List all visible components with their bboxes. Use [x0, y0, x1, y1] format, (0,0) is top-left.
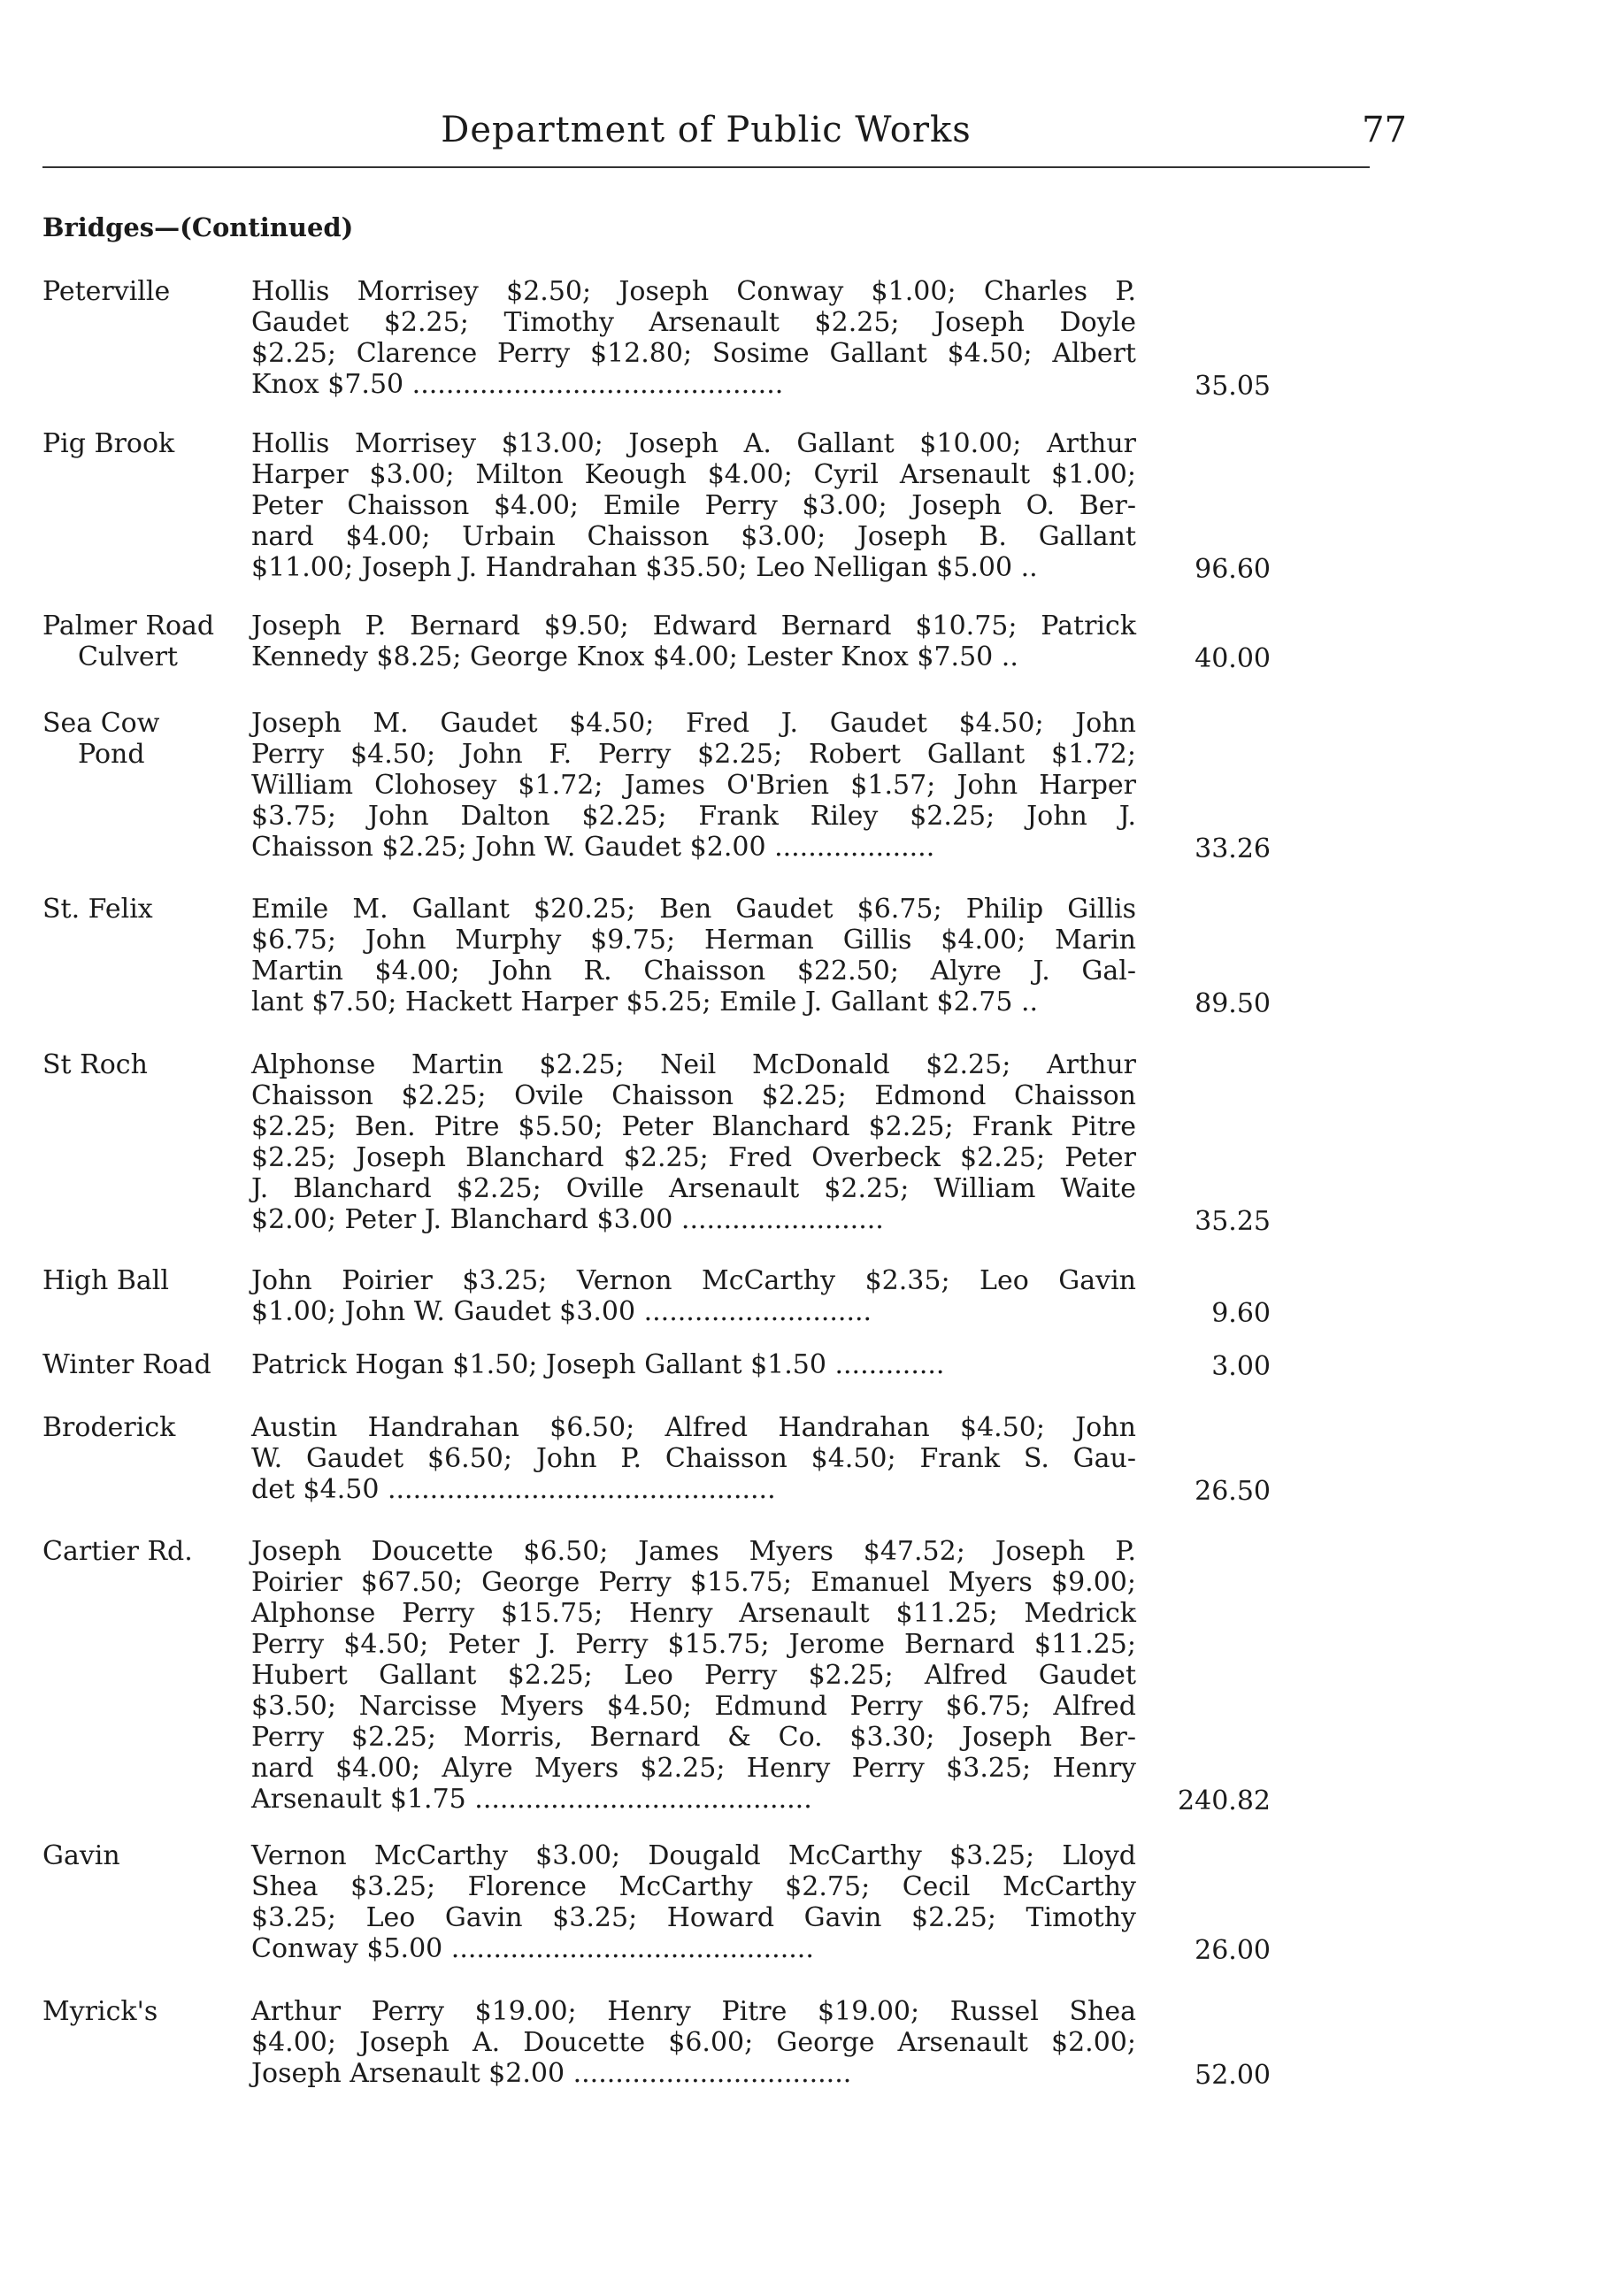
entry-payees: [251, 1265, 1136, 1327]
entry-payee-line: Austin Handrahan $6.50; Alfred Handrahan $4.50; John: [251, 1412, 1136, 1443]
entry-payee-line: det $4.50 ..............................................: [251, 1474, 776, 1505]
entry-amount: 33.26: [1195, 833, 1271, 864]
entry-payees: [251, 1996, 1136, 2089]
entry-payee-line: Alphonse Martin $2.25; Neil McDonald $2.25; Arthur: [251, 1049, 1136, 1080]
entry-payee-line: Gaudet $2.25; Timothy Arsenault $2.25; Joseph Doyle: [251, 307, 1136, 338]
entry-payee-line: Joseph Arsenault $2.00 .................................: [251, 2058, 852, 2089]
entry-payee-line: $6.75; John Murphy $9.75; Herman Gillis $4.00; Marin: [251, 925, 1136, 956]
entry-payees: [251, 1840, 1136, 1964]
entry-payee-line: lant $7.50; Hackett Harper $5.25; Emile J. Gallant $2.75 ..: [251, 987, 1039, 1017]
entry-payee-line: $2.25; Ben. Pitre $5.50; Peter Blanchard $2.25; Frank Pitre: [251, 1111, 1136, 1142]
entry-amount: 96.60: [1195, 554, 1271, 585]
entry-payee-line: Perry $2.25; Morris, Bernard & Co. $3.30; Joseph Ber-: [251, 1722, 1136, 1753]
entry-payee-line: $2.25; Joseph Blanchard $2.25; Fred Overbeck $2.25; Peter: [251, 1142, 1136, 1173]
entry-payee-line: $2.00; Peter J. Blanchard $3.00 ........................: [251, 1204, 884, 1235]
entry-payee-line: $2.25; Clarence Perry $12.80; Sosime Gallant $4.50; Albert: [251, 338, 1136, 369]
entry-location-line: Palmer Road: [42, 610, 215, 641]
entry-payee-line: Perry $4.50; John F. Perry $2.25; Robert Gallant $1.72;: [251, 739, 1136, 770]
entry-payee-line: Vernon McCarthy $3.00; Dougald McCarthy $3.25; Lloyd: [251, 1840, 1136, 1871]
entry-location: [42, 894, 246, 925]
entry-payees: [251, 708, 1136, 863]
entry-payee-line: Joseph Doucette $6.50; James Myers $47.52; Joseph P.: [251, 1536, 1136, 1567]
entry-payee-line: Hubert Gallant $2.25; Leo Perry $2.25; Alfred Gaudet: [251, 1660, 1136, 1691]
entry-payee-line: Poirier $67.50; George Perry $15.75; Emanuel Myers $9.00;: [251, 1567, 1136, 1598]
entry-location: [42, 1536, 246, 1567]
entry-payee-line: Chaisson $2.25; Ovile Chaisson $2.25; Edmond Chaisson: [251, 1080, 1136, 1111]
entry-amount: 40.00: [1195, 643, 1271, 674]
entry-payee-line: John Poirier $3.25; Vernon McCarthy $2.35; Leo Gavin: [251, 1265, 1136, 1296]
entry-location: [42, 1049, 246, 1080]
entry-payees: [251, 610, 1136, 672]
entry-payees: [251, 1349, 1136, 1380]
entry-payee-line: $3.25; Leo Gavin $3.25; Howard Gavin $2.25; Timothy: [251, 1902, 1136, 1933]
entry-payees: [251, 894, 1136, 1017]
entry-location: [42, 708, 246, 770]
entry-amount: 26.50: [1195, 1476, 1271, 1507]
entry-location-line: St Roch: [42, 1049, 148, 1080]
entry-payees: [251, 1412, 1136, 1505]
entry-payee-line: $1.00; John W. Gaudet $3.00 ...........................: [251, 1296, 872, 1327]
page-title: Department of Public Works: [441, 110, 972, 150]
entry-payee-line: Shea $3.25; Florence McCarthy $2.75; Cecil McCarthy: [251, 1871, 1136, 1902]
entry-location: [42, 276, 246, 307]
entry-payee-line: nard $4.00; Urbain Chaisson $3.00; Joseph B. Gallant: [251, 521, 1136, 552]
entry-payee-line: $4.00; Joseph A. Doucette $6.00; George Arsenault $2.00;: [251, 2027, 1136, 2058]
entry-location-line: Broderick: [42, 1412, 176, 1443]
entry-payee-line: Emile M. Gallant $20.25; Ben Gaudet $6.75; Philip Gillis: [251, 894, 1136, 925]
entry-payee-line: Perry $4.50; Peter J. Perry $15.75; Jerome Bernard $11.25;: [251, 1629, 1136, 1660]
entry-payees: [251, 1049, 1136, 1235]
entry-location-line: Gavin: [42, 1840, 120, 1871]
entry-location: [42, 1412, 246, 1443]
entry-location: [42, 1265, 246, 1296]
entry-amount: 9.60: [1211, 1298, 1271, 1329]
entry-amount: 240.82: [1178, 1785, 1271, 1816]
entry-payee-line: Joseph M. Gaudet $4.50; Fred J. Gaudet $4.50; John: [251, 708, 1136, 739]
entry-location: [42, 1349, 246, 1380]
entry-payee-line: Martin $4.00; John R. Chaisson $22.50; Alyre J. Gal-: [251, 956, 1136, 987]
entry-amount: 52.00: [1195, 2060, 1271, 2091]
entry-amount: 35.05: [1195, 371, 1271, 402]
section-heading: Bridges—(Continued): [42, 212, 354, 242]
entry-amount: 89.50: [1195, 988, 1271, 1019]
entry-location-line: Winter Road: [42, 1349, 211, 1380]
header-rule: [42, 166, 1370, 168]
entry-location-line: High Ball: [42, 1265, 169, 1296]
entry-payee-line: Patrick Hogan $1.50; Joseph Gallant $1.50 .............: [251, 1349, 945, 1380]
entry-location-line: Pond: [78, 739, 145, 770]
entry-location: [42, 610, 246, 672]
entry-amount: 26.00: [1195, 1935, 1271, 1966]
entry-payee-line: William Clohosey $1.72; James O'Brien $1.57; John Harper: [251, 770, 1136, 801]
entry-location-line: Sea Cow: [42, 708, 160, 739]
entry-payees: [251, 428, 1136, 583]
page-header: [42, 104, 1407, 166]
entry-payee-line: J. Blanchard $2.25; Oville Arsenault $2.25; William Waite: [251, 1173, 1136, 1204]
entry-amount: 3.00: [1211, 1351, 1271, 1382]
entry-payee-line: Arsenault $1.75 ........................................: [251, 1784, 812, 1815]
entry-location: [42, 1996, 246, 2027]
entry-payee-line: W. Gaudet $6.50; John P. Chaisson $4.50; Frank S. Gau-: [251, 1443, 1136, 1474]
entry-payee-line: $11.00; Joseph J. Handrahan $35.50; Leo Nelligan $5.00 ..: [251, 552, 1038, 583]
entry-payee-line: Hollis Morrisey $2.50; Joseph Conway $1.00; Charles P.: [251, 276, 1136, 307]
entry-location-line: Culvert: [78, 641, 178, 672]
entry-payee-line: Harper $3.00; Milton Keough $4.00; Cyril Arsenault $1.00;: [251, 459, 1136, 490]
entry-location: [42, 428, 246, 459]
entry-payee-line: $3.50; Narcisse Myers $4.50; Edmund Perry $6.75; Alfred: [251, 1691, 1136, 1722]
entry-location-line: St. Felix: [42, 894, 153, 925]
entry-location-line: Cartier Rd.: [42, 1536, 193, 1567]
entry-payee-line: $3.75; John Dalton $2.25; Frank Riley $2.25; John J.: [251, 801, 1136, 832]
entry-payees: [251, 276, 1136, 400]
entry-payee-line: Chaisson $2.25; John W. Gaudet $2.00 ...................: [251, 832, 935, 863]
entry-payee-line: Joseph P. Bernard $9.50; Edward Bernard $10.75; Patrick: [251, 610, 1136, 641]
entry-payee-line: Knox $7.50 ............................................: [251, 369, 784, 400]
page-number: 77: [1362, 110, 1407, 150]
entry-payee-line: Arthur Perry $19.00; Henry Pitre $19.00; Russel Shea: [251, 1996, 1136, 2027]
entry-location-line: Myrick's: [42, 1996, 158, 2027]
entry-location-line: Peterville: [42, 276, 171, 307]
entry-location-line: Pig Brook: [42, 428, 175, 459]
entry-payee-line: Alphonse Perry $15.75; Henry Arsenault $11.25; Medrick: [251, 1598, 1136, 1629]
entry-location: [42, 1840, 246, 1871]
entry-payee-line: Peter Chaisson $4.00; Emile Perry $3.00; Joseph O. Ber-: [251, 490, 1136, 521]
entry-payee-line: nard $4.00; Alyre Myers $2.25; Henry Perry $3.25; Henry: [251, 1753, 1136, 1784]
entry-payee-line: Conway $5.00 ...........................................: [251, 1933, 814, 1964]
entry-payee-line: Kennedy $8.25; George Knox $4.00; Lester Knox $7.50 ..: [251, 641, 1018, 672]
entry-payees: [251, 1536, 1136, 1815]
entry-payee-line: Hollis Morrisey $13.00; Joseph A. Gallant $10.00; Arthur: [251, 428, 1136, 459]
entry-amount: 35.25: [1195, 1206, 1271, 1237]
